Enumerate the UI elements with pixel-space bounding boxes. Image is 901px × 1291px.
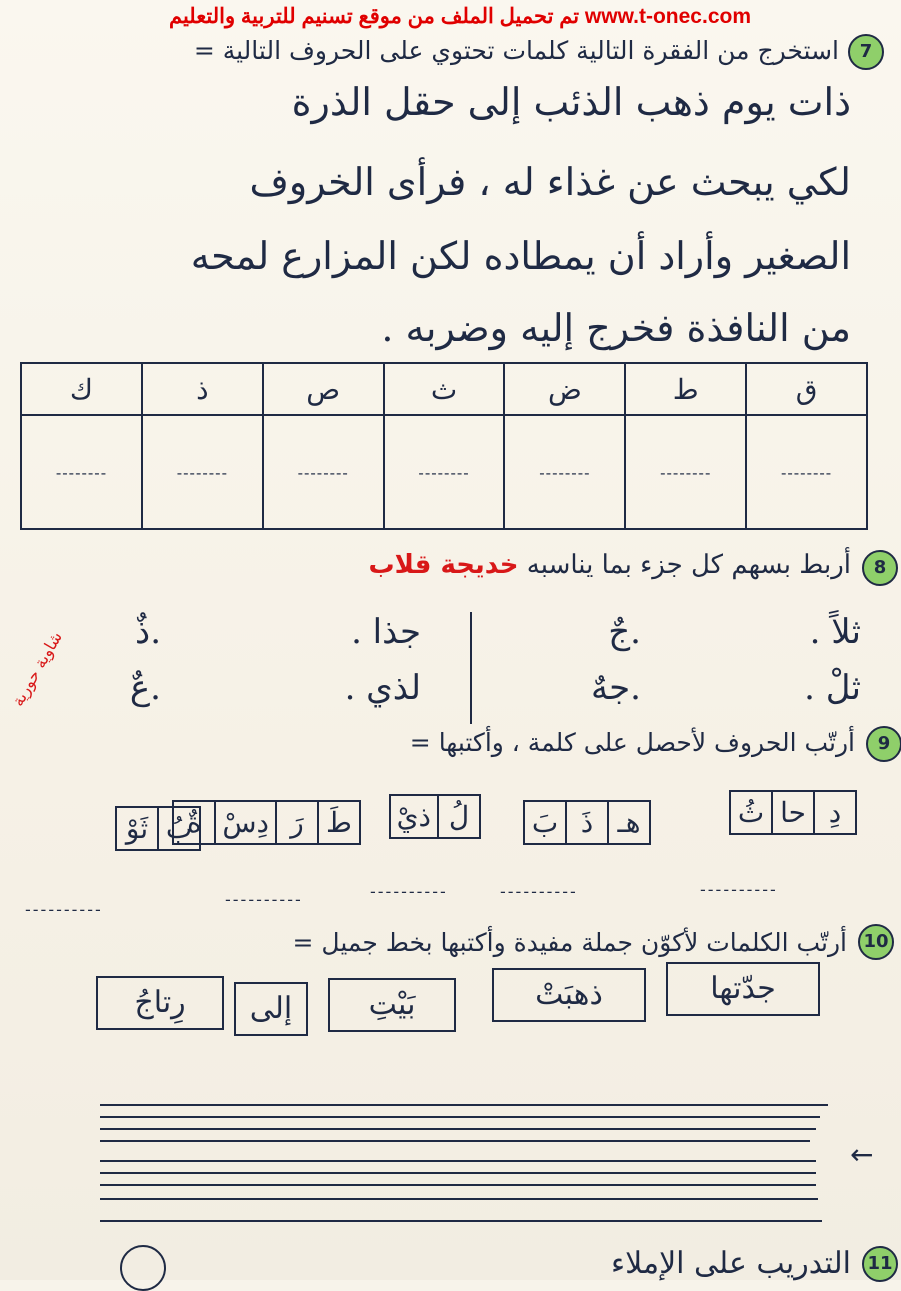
letter-tile: هـ [607,802,649,843]
writing-line [100,1184,816,1186]
letter-cell: ك [21,363,142,415]
letter-tile: لُ [437,796,479,837]
match-right-item-2: لذي . [344,668,421,708]
match-left-target-1: .جٌ [608,612,641,652]
letter-cell: ص [263,363,384,415]
answer-blank[interactable]: -------- [263,415,384,529]
letter-tile: رَ [275,802,317,843]
answer-blank[interactable]: ---------- [700,880,778,899]
letter-cell: ض [504,363,625,415]
letter-tile: طَ [317,802,359,843]
letter-group-2 [523,800,651,845]
letter-cell: ذ [142,363,263,415]
answer-blank[interactable]: ---------- [500,882,578,901]
author-name: خديجة قلاب [368,550,519,580]
word-tile: بَيْتِ [328,978,456,1032]
question-10-instruction: أرتّب الكلمات لأكوّن جملة مفيدة وأكتبها بخط جميل = [292,928,847,957]
writing-line [100,1104,828,1106]
download-banner: تم تحميل الملف من موقع تسنيم للتربية والتعليم www.t-onec.com [168,5,752,28]
question-11-number: 11 [862,1246,898,1282]
paragraph-line-3: الصغير وأراد أن يمطاده لكن المزارع لمحه [190,234,851,278]
letter-tile: ذَ [565,802,607,843]
question-9-number: 9 [866,726,901,762]
writing-line [100,1198,818,1200]
letter-tile: ةٌ [187,806,202,839]
letter-cell: ق [746,363,867,415]
question-9-instruction: أرتّب الحروف لأحصل على كلمة ، وأكتبها = [409,728,855,757]
answer-blank[interactable]: -------- [504,415,625,529]
smiley-icon [120,1245,166,1291]
word-tile: جدّتها [666,962,820,1016]
writing-line [100,1220,822,1222]
answer-blank[interactable]: ---------- [25,900,103,919]
question-8-instruction-row [369,550,851,580]
paragraph-line-2: لكي يبحث عن غذاء له ، فرأى الخروف [249,160,851,204]
letter-group-5 [115,806,201,851]
question-10-number: 10 [858,924,894,960]
match-left-item-2: ثلْ . [804,668,861,708]
letter-tile: ثَوْ [125,812,149,845]
paragraph-line-1: ذات يوم ذهب الذئب إلى حقل الذرة [291,80,851,124]
answer-blank[interactable]: -------- [142,415,263,529]
word-tile: رِتاجُ [96,976,224,1030]
answer-blank[interactable]: ---------- [370,882,448,901]
letter-tile: ثُ [737,796,765,829]
letter-cell: ط [625,363,746,415]
letter-tile: بُ [157,808,199,849]
letter-tile: دِ [813,792,855,833]
writing-line [100,1140,810,1142]
answer-blank[interactable]: -------- [625,415,746,529]
answer-blank[interactable]: -------- [746,415,867,529]
writing-line [100,1172,816,1174]
answer-blank[interactable]: ---------- [225,890,303,909]
question-8-instruction: أربط بسهم كل جزء بما يناسبه [526,550,851,580]
match-right-item-1: جذا . [351,612,421,652]
letter-group-1 [729,790,857,835]
side-note: شاوية حورية [8,628,66,710]
match-left-target-2: .جهٌ [590,668,641,708]
word-tile: ذهبَتْ [492,968,646,1022]
paragraph-line-4: من النافذة فخرج إليه وضربه . [381,306,851,350]
letter-tile: دِسْ [214,802,275,843]
writing-line [100,1116,820,1118]
letters-table [20,362,868,530]
letter-cell: ث [384,363,505,415]
letter-tile: حا [771,792,813,833]
match-left-item-1: ثلاً . [809,612,861,652]
question-11-instruction: التدريب على الإملاء [611,1246,851,1281]
writing-line [100,1160,816,1162]
letter-group-3 [389,794,481,839]
letter-tile: ذيْ [396,800,431,833]
question-7-number: 7 [848,34,884,70]
question-7-instruction: استخرج من الفقرة التالية كلمات تحتوي على الحروف التالية = [193,36,839,65]
writing-line [100,1128,816,1130]
question-8-number: 8 [862,550,898,586]
letter-tile: بَ [531,806,559,839]
match-right-target-1: .ذٌ [135,612,161,652]
answer-blank[interactable]: -------- [384,415,505,529]
answer-blank[interactable]: -------- [21,415,142,529]
arrow-left-icon: ← [850,1138,874,1171]
column-divider [470,612,472,724]
match-right-target-2: .عٌ [129,668,161,708]
word-tile: إلى [234,982,308,1036]
